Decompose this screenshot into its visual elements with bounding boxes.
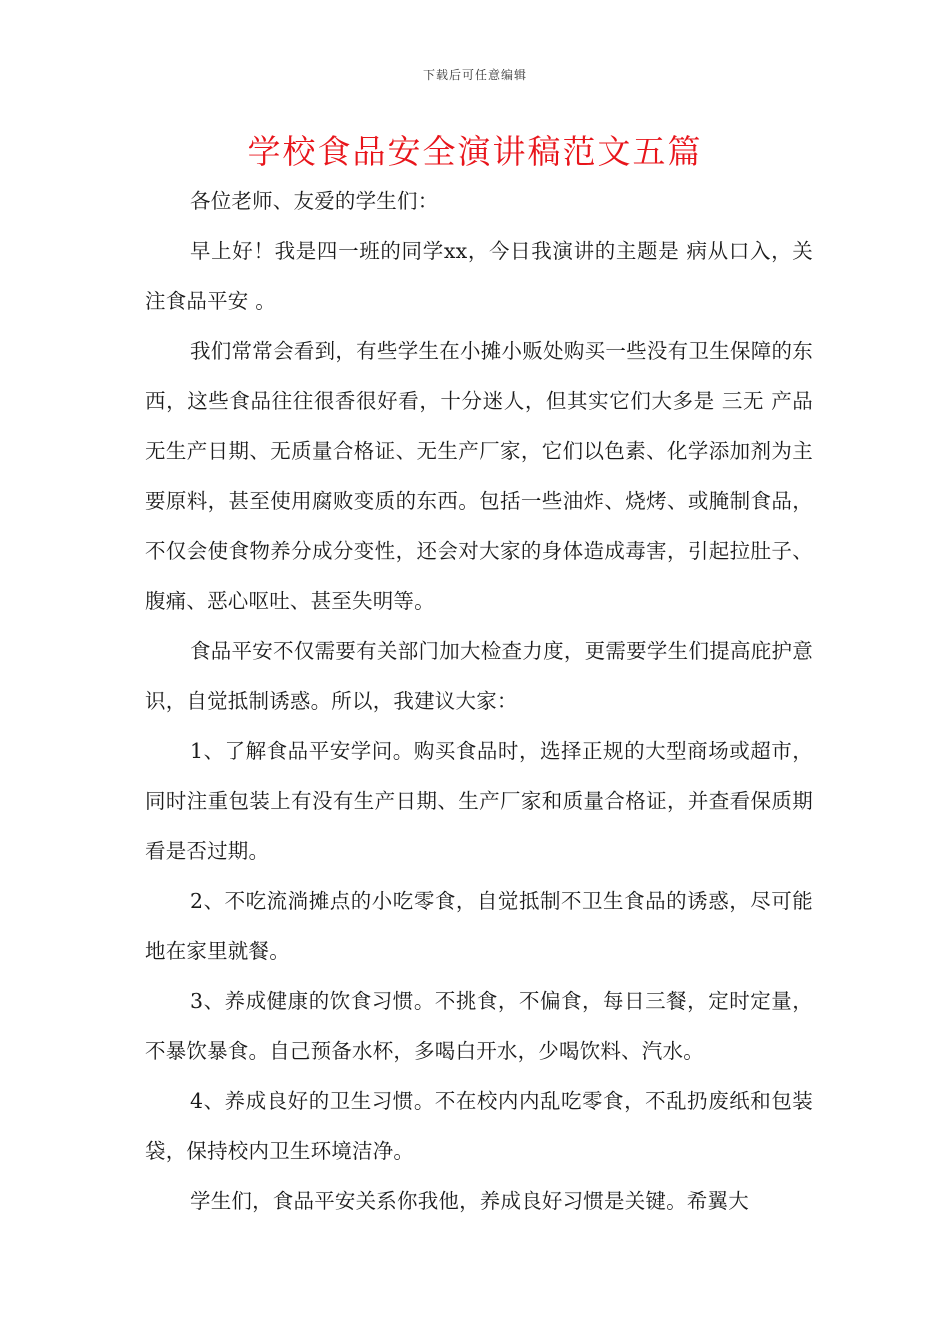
paragraph-intro: 早上好！我是四一班的同学xx，今日我演讲的主题是 病从口入，关注食品平安 。	[145, 239, 813, 313]
paragraph-suggestion-3: 3、养成健康的饮食习惯。不挑食，不偏食，每日三餐，定时定量，不暴饮暴食。自己预备水杯，多喝白开水，少喝饮料、汽水。	[145, 989, 813, 1063]
paragraph-suggestion-2: 2、不吃流淌摊点的小吃零食，自觉抵制不卫生食品的诱惑，尽可能地在家里就餐。	[145, 889, 813, 963]
paragraph-suggestion-1: 1、了解食品平安学问。购买食品时，选择正规的大型商场或超市，同时注重包装上有没有生产日期、生产厂家和质量合格证，并查看保质期看是否过期。	[145, 739, 813, 863]
document-body	[145, 176, 813, 1226]
paragraph-problem: 我们常常会看到，有些学生在小摊小贩处购买一些没有卫生保障的东西，这些食品往往很香很好看，十分迷人，但其实它们大多是 三无 产品 无生产日期、无质量合格证、无生产厂家，它们以色素、化学添加剂为主要原料，甚至使用腐败变质的东西。包括一些油炸、烧烤、或腌制食品，不仅会使食物养分成分变性，还会对大家的身体造成毒害，引起拉肚子、腹痛、恶心呕吐、甚至失明等。	[145, 339, 813, 613]
header-note: 下载后可任意编辑	[422, 68, 527, 82]
paragraph-closing: 学生们，食品平安关系你我他，养成良好习惯是关键。希翼大	[190, 1189, 749, 1213]
paragraph-suggestion-lead: 食品平安不仅需要有关部门加大检查力度，更需要学生们提高庇护意识，自觉抵制诱惑。所以，我建议大家：	[145, 639, 813, 713]
document-title: 学校食品安全演讲稿范文五篇	[247, 132, 703, 171]
paragraph-suggestion-4: 4、养成良好的卫生习惯。不在校内内乱吃零食，不乱扔废纸和包装袋，保持校内卫生环境洁净。	[145, 1089, 813, 1163]
paragraph-greeting: 各位老师、友爱的学生们：	[190, 189, 439, 213]
